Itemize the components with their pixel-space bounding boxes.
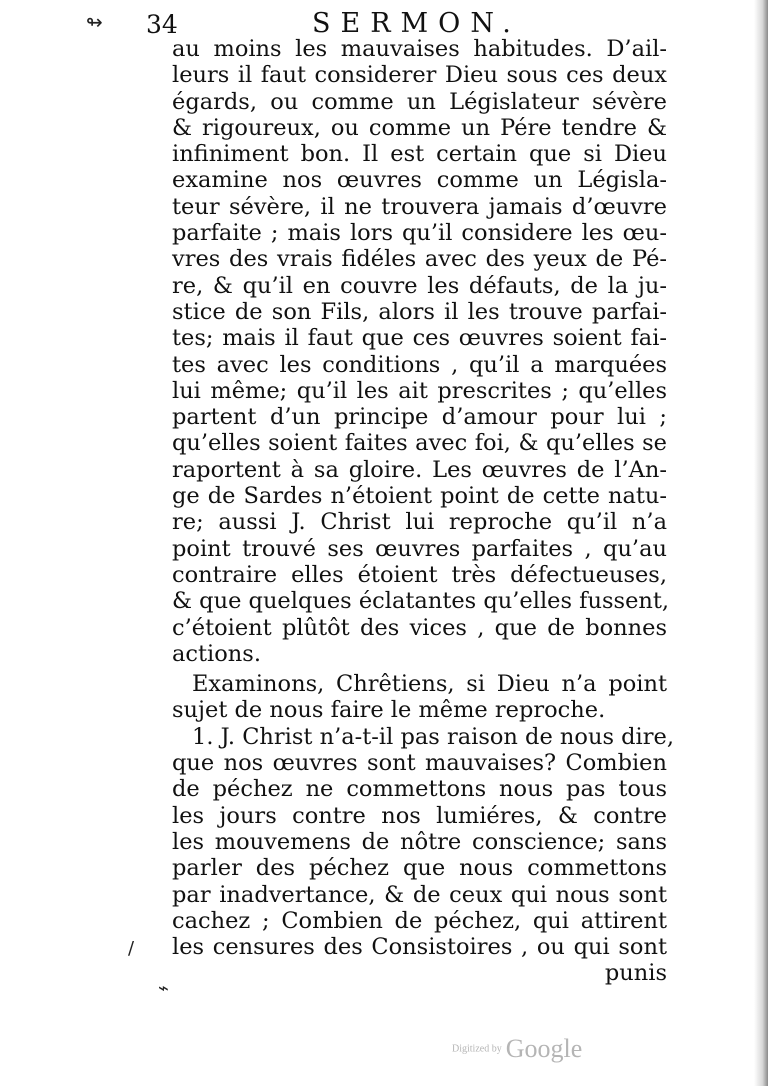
text-line: cachez ; Combien de péchez, qui attirent [172, 907, 667, 934]
text-line: & que quelques éclatantes qu’elles fussent, [172, 588, 670, 615]
digitization-watermark [452, 1034, 582, 1064]
page-binding-edge [754, 0, 768, 1086]
sermon-text [172, 36, 674, 987]
text-line: les jours contre nos lumiéres, & contre [172, 802, 667, 829]
text-line: au moins les mauvaises habitudes. D’ail- [172, 36, 667, 62]
text-line: les censures des Consistoires , ou qui sont [172, 934, 667, 961]
google-logo: Google [505, 1034, 583, 1063]
text-line: tes; mais il faut que ces œuvres soient fai- [172, 325, 667, 352]
page-number: 34 [146, 10, 178, 39]
watermark-prefix: Digitized by [452, 1043, 502, 1055]
text-line: & rigoureux, ou comme un Pére tendre & [172, 114, 667, 141]
ink-stroke-icon: / [128, 938, 135, 959]
text-line: égards, ou comme un Législateur sévère [172, 88, 667, 115]
text-line: point trouvé ses œuvres parfaites , qu’au [172, 535, 667, 562]
text-line: vres des vrais fidéles avec des yeux de Pé- [172, 246, 667, 273]
text-line: partent d’un principe d’amour pour lui ; [172, 404, 667, 431]
text-line: Examinons, Chrêtiens, si Dieu n’a point [192, 671, 667, 698]
text-line: tes avec les conditions , qu’il a marquées [172, 351, 667, 378]
text-line: re, & qu’il en couvre les défauts, de la ju- [172, 272, 667, 299]
text-line: les mouvemens de nôtre conscience; sans [172, 828, 667, 855]
text-line: infiniment bon. Il est certain que si Dieu [172, 141, 667, 168]
text-line: raportent à sa gloire. Les œuvres de l’An- [172, 456, 667, 483]
running-title: SERMON. [312, 8, 521, 39]
text-line: qu’elles soient faites avec foi, & qu’elles se [172, 430, 667, 457]
text-line: teur sévère, il ne trouvera jamais d’œuvre [172, 193, 667, 220]
text-line: 1. J. Christ n’a-t-il pas raison de nous dire, [192, 723, 674, 750]
text-line: lui même; qu’il les ait prescrites ; qu’elles [172, 377, 667, 404]
text-line: c’étoient plûtôt des vices , que de bonnes [172, 614, 667, 641]
text-line: leurs il faut considerer Dieu sous ces deux [172, 62, 667, 89]
text-line: sujet de nous faire le même reproche. [172, 697, 606, 724]
text-line: stice de son Fils, alors il les trouve parfai- [172, 298, 667, 325]
catchword: punis [604, 960, 667, 987]
text-line: parfaite ; mais lors qu’il considere les œu- [172, 220, 667, 247]
text-line: actions. [172, 640, 261, 667]
text-line: par inadvertance, & de ceux qui nous sont [172, 881, 667, 908]
text-line: ge de Sardes n’étoient point de cette natu- [172, 483, 667, 510]
text-line: de péchez ne commettons nous pas tous [172, 776, 667, 803]
text-line: contraire elles étoient très défectueuses, [172, 561, 667, 588]
text-line: examine nos œuvres comme un Législa- [172, 167, 667, 194]
ink-squiggle-icon: ⌁ [158, 978, 169, 999]
text-line: que nos œuvres sont mauvaises? Combien [172, 750, 667, 777]
text-line: re; aussi J. Christ lui reproche qu’il n’a [172, 509, 667, 536]
ink-mark-icon: ↬ [86, 10, 103, 34]
text-line: parler des péchez que nous commettons [172, 855, 667, 882]
